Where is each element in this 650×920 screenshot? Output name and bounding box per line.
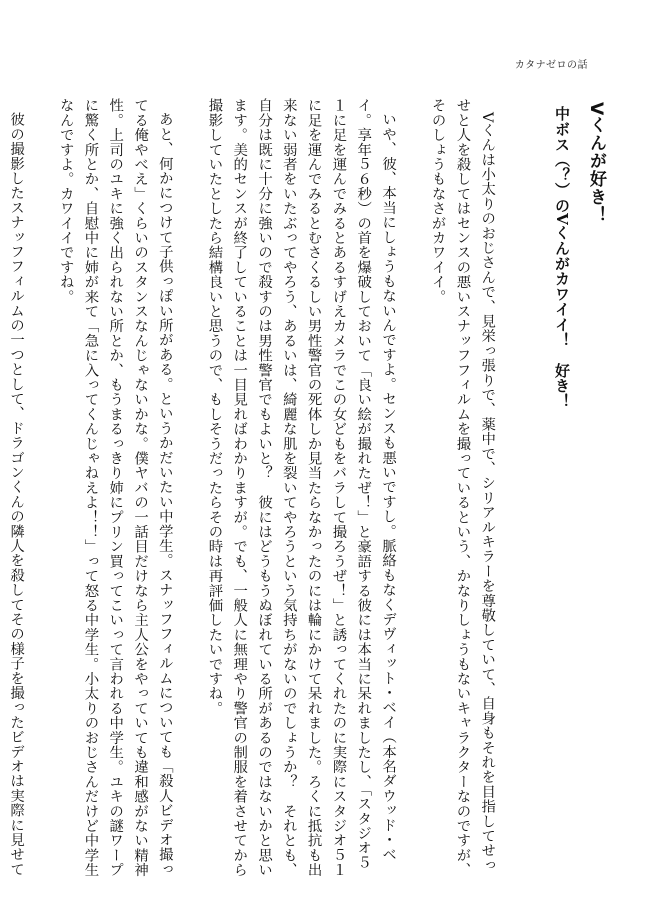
blank-line bbox=[499, 98, 524, 878]
article-subheading: 中ボス（？）のVくんがカワイイ！ 好き！ bbox=[553, 105, 571, 409]
blank-line bbox=[400, 98, 425, 878]
paragraph-1: Vくんは小太りのおじさんで、見栄っ張りで、薬中で、シリアルキラーを尊敬していて、自身もそれを目指してせっせと人を殺してはセンスの悪いスナッフフィルムを撮っているという、かなりしょうもないキャラクターなのですが、そのしょうもなさがカワイイ。 bbox=[429, 98, 496, 878]
paragraph-2: いや、彼、本当にしょうもないんですよ。センスも悪いですし。脈絡もなくデヴィット・ベイ（本名ダウッド・ベイ。享年５６秒）の首を爆破しておいて「良い絵が撮れたぜ！」と豪語する彼には本当に呆れましたし、「スタジオ５１に足を運んでみるとあるすげえカメラでこの女どもをバラして撮ろうぜ！」と誘ってくれたのに実際にスタジオ５１に足を運んでみるとむさくるしい男性警官の死体しか見当たらなかったのには輪にかけて呆れました。ろくに抵抗も出来ない弱者をいたぶってやろう、あるいは、綺麗な肌を裂いてやろうという気持ちがないのでしょうか？ それとも、自分は既に十分に強いので殺すのは男性警官でもよいと？ 彼にはどうもうぬぼれている所があるのではないかと思います。美的センスが終了していることは一目見ればわかりますが。でも、一般人に無理やり警官の制服を着させてから撮影していたとしたら結構良いと思うので、もしそうだったらその時は再評価したいですね。 bbox=[206, 98, 397, 878]
blank-line bbox=[28, 98, 53, 878]
article-body bbox=[8, 98, 608, 878]
paragraph-3: あと、何かにつけて子供っぽい所がある。というかだいたい中学生。スナッフフィルムについても「殺人ビデオ撮ってる俺やべえ」くらいのスタンスなんじゃないかな。僕ヤバの一話目だけなら主人公をやっていても違和感がない精神性。上司のユキに強く出られない所とか、もうまるっきり姉にプリン買ってこいって言われる中学生。ユキの謎ワープに驚く所とか、自慰中に姉が来て「急に入ってくんじゃねえよ！！」って怒る中学生。小太りのおじさんだけど中学生なんですよ。カワイイですね。 bbox=[57, 98, 173, 878]
blank-line bbox=[177, 98, 202, 878]
article-heading: Vくんが好き！ bbox=[586, 102, 606, 225]
running-header: カタナゼロの話 bbox=[514, 60, 588, 71]
paragraph-4: 彼の撮影したスナッフフィルムの一つとして、ドラゴンくんの隣人を殺してその様子を撮ったビデオは実際に見せて bbox=[8, 112, 25, 877]
